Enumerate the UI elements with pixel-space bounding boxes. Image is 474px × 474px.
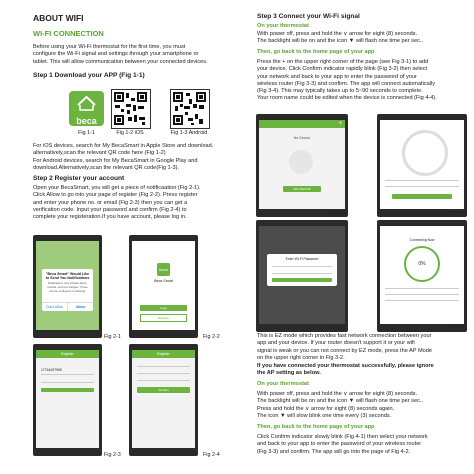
fig-2-4-caption: Fig 2-4 — [203, 452, 220, 458]
phone-fig-2-1 — [33, 235, 102, 338]
step3-c-paragraph — [257, 333, 472, 362]
qr-code-android — [170, 89, 210, 129]
text-line: Before using your Wi-Fi thermostat for the first time, you must — [33, 44, 186, 50]
thermostat-dial — [402, 130, 448, 176]
text-line: download.Alternatively,scan the relevant QR code(Fig 1-3). — [33, 164, 180, 171]
phone-screen — [36, 241, 99, 330]
register-button[interactable]: Register — [140, 314, 187, 322]
step3-a-paragraph — [257, 31, 472, 46]
text-line: If you have connected your thermostat successfully, please ignore — [257, 363, 434, 369]
confirm-blink-button[interactable] — [392, 194, 452, 199]
text-line: Click Allow to go into your page of register (Fig 2-2). Press register — [33, 192, 198, 199]
fig-1-1-caption: Fig 1-1 — [78, 130, 95, 136]
fig-2-1-caption: Fig 2-1 — [104, 334, 121, 340]
text-line: With power off, press and hold the ∨ arrow for eight (8) seconds. — [257, 391, 418, 397]
dialog-title: "Beca Smart" Would Like to Send You Notifications — [45, 272, 90, 280]
step3-d-paragraph — [257, 391, 472, 420]
add-device-button[interactable]: ADD DEVICE — [283, 186, 321, 192]
progress-ring: 0% — [404, 246, 440, 282]
on-thermostat-label-2: On your thermostat — [257, 381, 309, 387]
fig-1-2-caption: Fig 1-2 iOS — [116, 130, 144, 136]
text-line: Press and hold the ∨ arrow for eight (8) seconds again. — [257, 405, 395, 412]
step2-heading: Step 2 Register your account — [33, 175, 125, 182]
step3-heading: Step 3 Connect your Wi-Fi signal — [257, 13, 360, 20]
add-icon[interactable]: + — [338, 121, 342, 127]
phone-fig-2-4 — [129, 344, 198, 456]
house-icon — [69, 94, 104, 112]
text-line: Your room name could be edited when the device is connected (Fig 4-4). — [257, 95, 437, 102]
text-line: verification code. Input your password and confirm (Fig 2-4) to — [33, 206, 187, 213]
allow-button[interactable]: Allow — [75, 305, 86, 309]
text-line: Click Confirm indicator slowly blink (Fig 4-1) then select your network — [257, 434, 428, 440]
empty-illustration — [289, 150, 313, 174]
text-line: signal is weak or you can not connect by EZ mode, press the AP Mode — [257, 347, 432, 354]
text-line: on the upper right corner in Fig 3-2. — [257, 354, 345, 361]
text-line: complete your registeration.If you have account, please log in. — [33, 214, 187, 221]
wifi-connection-heading: WI-FI CONNECTION — [33, 29, 104, 38]
logo-text: beca — [76, 116, 97, 126]
phone-fig-3-1 — [256, 114, 348, 217]
notification-dialog — [42, 269, 93, 311]
phone-fig-3-3 — [256, 220, 348, 332]
wifi-password-dialog — [267, 254, 337, 286]
phone-fig-3-2 — [377, 114, 467, 217]
fig-2-3-caption: Fig 2-3 — [104, 452, 121, 458]
phone-fig-2-2 — [129, 235, 198, 338]
text-line: This is EZ mode which provides fast network connection between your — [257, 333, 432, 339]
text-line: For iOS devices, search for My BecaSmart in Apple Store and download. — [33, 143, 214, 149]
text-line: and back to your app to enter the password of your wireless router — [257, 441, 422, 448]
phone-fig-3-4 — [377, 220, 467, 332]
step2-paragraph — [33, 185, 245, 221]
logo-subtext: SMART — [80, 126, 93, 130]
text-line: Open your BecaSmart, you will get a piece of notificaation (Fig 2-1). — [33, 185, 201, 191]
text-line: and enter your phone no. or email (Fig 2-3) then you can get a — [33, 199, 188, 206]
qr-code-ios — [111, 89, 151, 129]
step1-paragraph — [33, 143, 245, 172]
fig-1-3-caption: Fig 1-3 Android — [170, 130, 208, 136]
dialog-body: Notifications may include alerts, sounds, and icon badges. These can be configured in Settings. — [47, 281, 88, 293]
text-line: app and your device. If your router doesn't support it or your wifi — [257, 340, 415, 347]
fig-3-3-caption: Fig 3-3 — [328, 325, 345, 331]
on-thermostat-label: On your thermostat — [257, 23, 309, 29]
login-button[interactable]: Login — [140, 305, 187, 311]
no-device-label: No Device — [293, 136, 311, 140]
text-line: Press the + on the upper right corner of the page (see Fig 3-1) to add — [257, 59, 429, 65]
text-line: your device. Click Confirm indicator rapidly blink (Fig 3-2) then select — [257, 66, 428, 73]
if-connected-note — [257, 363, 472, 378]
step1-heading: Step 1 Download your APP (Fig 1-1) — [33, 72, 145, 79]
text-line: The backlight will be on and the icon ▼ will flash one time per sec.. — [257, 398, 423, 405]
step3-e-paragraph — [257, 434, 472, 456]
phone-screen — [36, 350, 99, 448]
text-line: alternatively,scan the relevant QR code here (Fig 1-2) — [33, 150, 166, 157]
text-line: The icon ▼ will slow blink one time every (3) seconds. — [257, 412, 392, 419]
wifi-confirm-button[interactable] — [272, 278, 332, 282]
phone-screen — [259, 226, 345, 324]
text-line: With power off, press and hold the ∨ arrow for eight (8) seconds. — [257, 31, 418, 37]
phone-screen — [380, 226, 464, 324]
app-logo-small: beca — [157, 263, 170, 276]
then-app-label: Then, go back to the home page of your app — [257, 49, 375, 55]
text-line: configure the Wi-Fi signal and settings through your smartphone or — [33, 51, 199, 58]
about-heading: ABOUT WIFI — [33, 13, 84, 23]
intro-paragraph — [33, 44, 245, 66]
fig-3-2-caption: Fig 3-2 — [450, 211, 467, 217]
text-line: For Android devices, search for My BecaSmart in Google Play and — [33, 157, 198, 164]
then-app-label-2: Then, go back to the home page of your app — [257, 424, 375, 430]
fig-3-1-caption: Fig 3-1 — [328, 211, 345, 217]
next-button[interactable] — [41, 388, 94, 392]
fig-2-2-caption: Fig 2-2 — [203, 334, 220, 340]
step3-b-paragraph — [257, 59, 472, 103]
phone-number: 17744497965 — [41, 368, 62, 372]
fig-3-4-caption: Fig 3-4 — [450, 325, 467, 331]
dont-allow-button[interactable]: Don't Allow — [42, 303, 68, 311]
confirm-button[interactable]: Confirm — [137, 387, 190, 393]
text-line: the AP setting as below. — [257, 370, 321, 377]
phone-screen — [259, 120, 345, 209]
app-name: Beca Smart — [154, 279, 173, 283]
text-line: wireless router (Fig 3-3) and confirm. The app will connect automatically — [257, 80, 436, 87]
app-logo — [69, 91, 104, 130]
register-bar: Register — [132, 350, 195, 358]
text-line: tablet. This will allow communication between your connected devices. — [33, 58, 208, 65]
text-line: your network and back to your app to enter the password of your — [257, 73, 417, 80]
phone-fig-2-3 — [33, 344, 102, 456]
text-line: (Fig 3-4). This may typically takes up to 5~90 seconds to complete. — [257, 88, 423, 95]
register-bar: Register — [36, 350, 99, 358]
text-line: (Fig 3-3) and confirm. The app will go into the page of Fig 4-2. — [257, 448, 411, 455]
wifi-password-title: Enter Wi-Fi Password — [285, 257, 319, 261]
phone-screen — [132, 241, 195, 330]
text-line: The backlight will be on and the icon ▼ will flash one time per sec.. — [257, 38, 423, 45]
connecting-label: Connecting Now — [409, 238, 435, 242]
app-bar — [259, 120, 345, 128]
phone-screen — [380, 120, 464, 209]
phone-screen — [132, 350, 195, 448]
